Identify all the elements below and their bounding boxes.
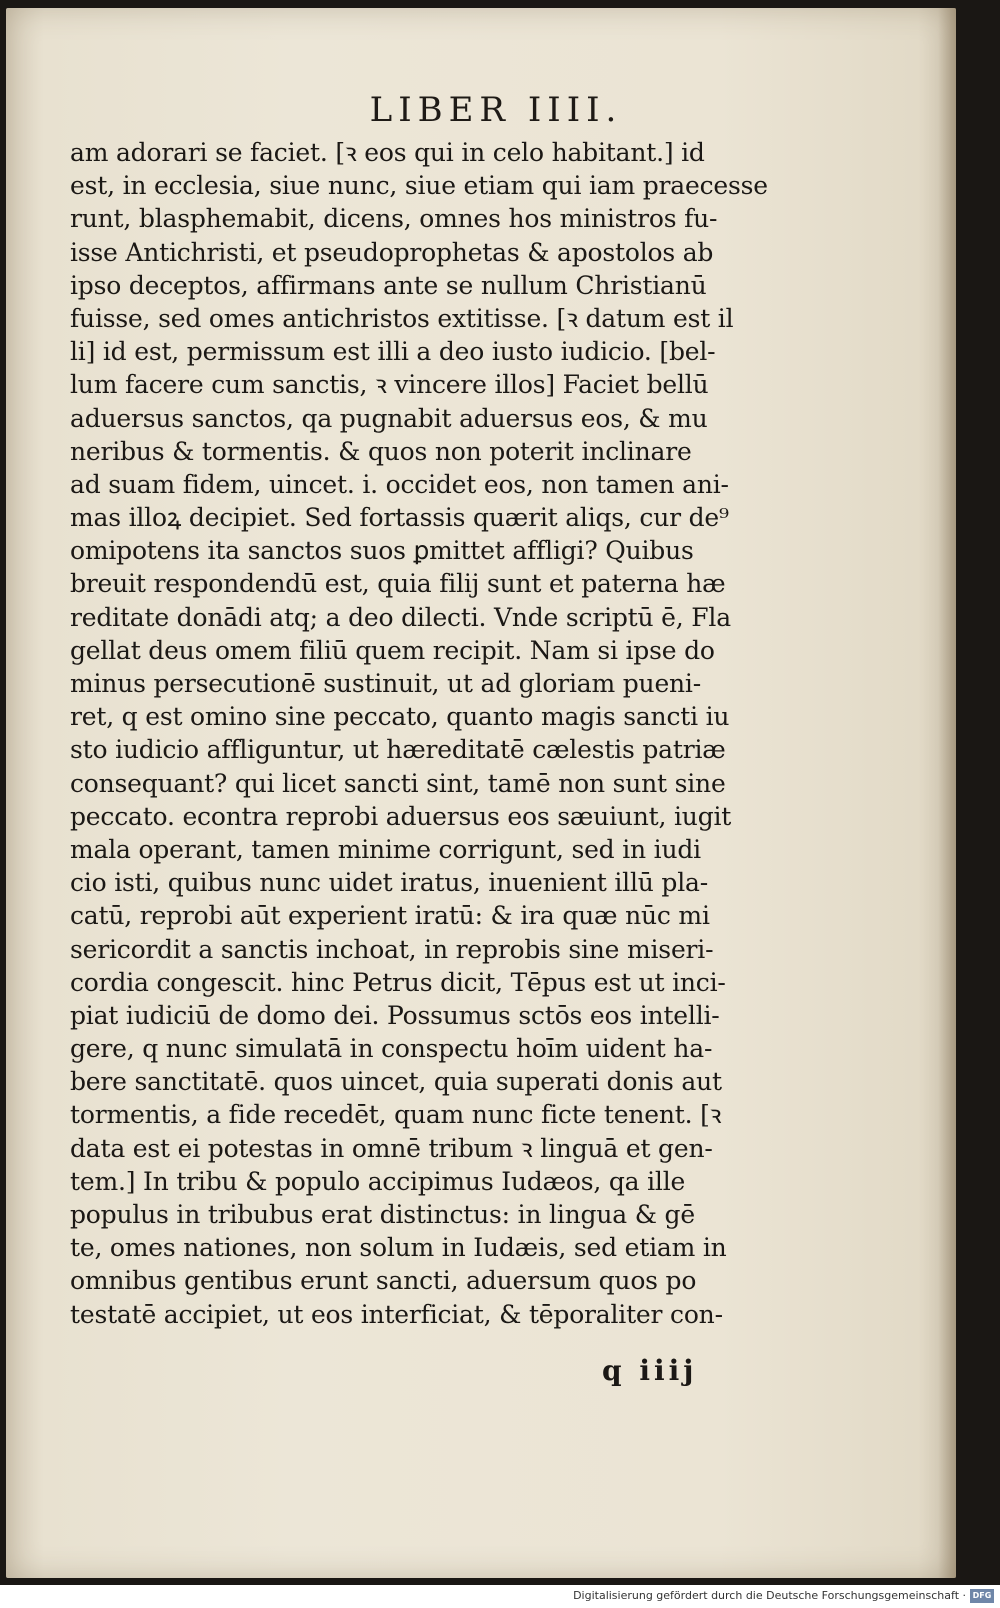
text-line: omipotens ita sanctos suos ꝑmittet affligi? Quibus <box>70 536 694 566</box>
text-line: piat iudiciū de domo dei. Possumus sctōs eos intelli- <box>70 1000 720 1030</box>
text-line: runt, blasphemabit, dicens, omnes hos ministros fu- <box>70 204 718 234</box>
running-head: LIBER IIII. <box>369 90 623 130</box>
text-line: populus in tribubus erat distinctus: in lingua & gē <box>70 1200 695 1229</box>
text-line: am adorari se faciet. [ꝛ eos qui in celo habitant.] id <box>70 138 705 167</box>
text-line: ad suam fidem, uincet. i. occidet eos, non tamen ani- <box>70 469 729 499</box>
text-line: bere sanctitatē. quos uincet, quia superati donis aut <box>70 1067 722 1097</box>
page-edge-shadow <box>938 8 956 1578</box>
text-line: minus persecutionē sustinuit, ut ad gloriam pueni- <box>70 669 701 698</box>
text-line: cio isti, quibus nunc uidet iratus, inuenient illū pla- <box>70 868 708 898</box>
text-line: catū, reprobi aūt experient iratū: & ira quæ nūc mi <box>70 901 710 931</box>
text-line: cordia congescit. hinc Petrus dicit, Tēpus est ut inci- <box>70 967 726 997</box>
text-line: tormentis, a fide recedēt, quam nunc ficte tenent. [ꝛ <box>70 1100 722 1130</box>
text-line: reditate donādi atq; a deo dilecti. Vnde scriptū ē, Fla <box>70 602 731 632</box>
text-line: data est ei potestas in omnē tribum ꝛ linguā et gen- <box>70 1133 713 1163</box>
text-line: fuisse, sed omes antichristos extitisse. [ꝛ datum est il <box>70 303 734 333</box>
text-line: aduersus sanctos, qa pugnabit aduersus eos, & mu <box>70 403 708 433</box>
text-line: mala operant, tamen minime corrigunt, sed in iudi <box>70 834 701 864</box>
text-line: tem.] In tribu & populo accipimus Iudæos, qa ille <box>70 1166 686 1196</box>
text-line: sto iudicio affliguntur, ut hæreditatē cælestis patriæ <box>70 735 726 765</box>
text-line: sericordit a sanctis inchoat, in reprobis sine miseri- <box>70 934 714 964</box>
text-line: gellat deus omem filiū quem recipit. Nam si ipse do <box>70 635 715 665</box>
text-line: breuit respondendū est, quia filij sunt et paterna hæ <box>70 569 726 599</box>
text-line: ret, q est omino sine peccato, quanto magis sancti iu <box>70 702 730 732</box>
text-line: gere, q nunc simulatā in conspectu hoīm uident ha- <box>70 1034 713 1064</box>
text-line: te, omes nationes, non solum in Iudæis, sed etiam in <box>70 1233 727 1263</box>
text-line: est, in ecclesia, siue nunc, siue etiam qui iam praecesse <box>70 171 768 201</box>
footer-funding-text: Digitalisierung gefördert durch die Deutsche Forschungsgemeinschaft · <box>573 1589 966 1602</box>
text-line: mas illoꝝ decipiet. Sed fortassis quærit aliqs, cur de⁹ <box>70 503 729 533</box>
text-line: lum facere cum sanctis, ꝛ vincere illos] Faciet bellū <box>70 370 709 400</box>
footer-bar <box>0 1585 1000 1608</box>
text-line: isse Antichristi, et pseudoprophetas & apostolos ab <box>70 237 714 267</box>
text-line: omnibus gentibus erunt sancti, aduersum quos po <box>70 1266 697 1296</box>
text-line: ipso deceptos, affirmans ante se nullum Christianū <box>70 270 707 300</box>
text-line: peccato. econtra reprobi aduersus eos sæuiunt, iugit <box>70 801 732 831</box>
book-page <box>6 8 956 1578</box>
signature-mark: q iiij <box>602 1354 698 1387</box>
body-text <box>70 136 810 1331</box>
text-line: neribus & tormentis. & quos non poterit inclinare <box>70 436 692 466</box>
text-line: li] id est, permissum est illi a deo iusto iudicio. [bel- <box>70 337 716 367</box>
text-line: consequant? qui licet sancti sint, tamē non sunt sine <box>70 768 726 798</box>
dfg-logo-icon: DFG <box>970 1589 994 1603</box>
text-line: testatē accipiet, ut eos interficiat, & tēporaliter con- <box>70 1299 723 1329</box>
